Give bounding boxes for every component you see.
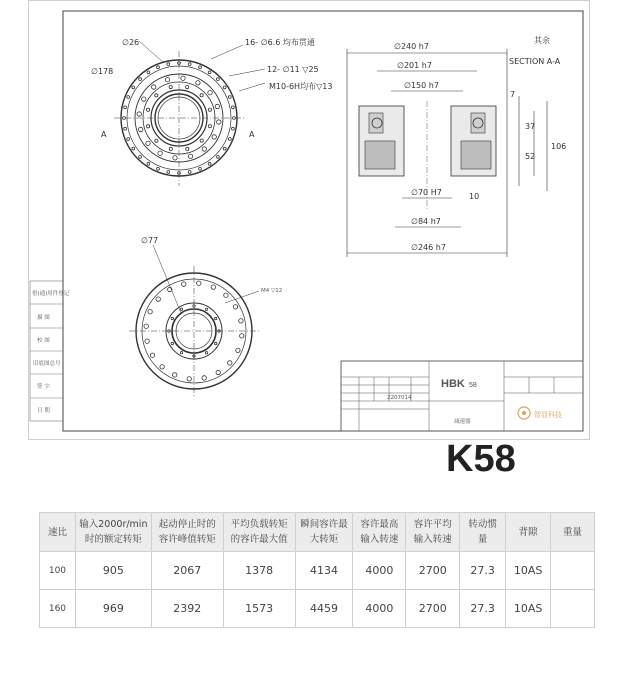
- cell: 4134: [295, 552, 353, 590]
- bolt-hole: [208, 108, 211, 111]
- bolt-hole: [223, 147, 226, 150]
- header-avg-speed: 容许平均 输入转速: [406, 513, 460, 552]
- bolt-hole: [155, 139, 158, 142]
- bolt-hole: [147, 71, 150, 74]
- bolt-hole: [217, 78, 220, 81]
- bolt-hole: [155, 94, 158, 97]
- title-block-code: 2207014: [387, 395, 412, 401]
- header-ratio: 速比: [40, 513, 76, 552]
- header-inertia: 转动惯 量: [460, 513, 506, 552]
- table-row: [40, 590, 595, 628]
- bolt-hole: [215, 104, 219, 108]
- drawing-canvas: [29, 1, 589, 439]
- spec-table: [39, 512, 595, 628]
- bolt-hole: [165, 78, 169, 82]
- front-view: [114, 51, 244, 186]
- bolt-hole: [173, 373, 177, 377]
- bolt-hole: [197, 281, 201, 285]
- bolt-hole: [188, 154, 192, 158]
- cell: [551, 590, 595, 628]
- bolt-hole: [171, 317, 173, 319]
- bolt-hole: [186, 86, 189, 89]
- cell: 2392: [151, 590, 223, 628]
- cell: 2700: [406, 552, 460, 590]
- cell: 2067: [151, 552, 223, 590]
- bolt-hole: [181, 76, 185, 80]
- cell: 27.3: [460, 590, 506, 628]
- section-mark-right: A: [249, 130, 255, 139]
- header-avg-torque: 平均负载转矩 的容许最大值: [223, 513, 295, 552]
- cell: 4459: [295, 590, 353, 628]
- company-name: 智显科技: [534, 411, 562, 419]
- bolt-hole: [160, 365, 164, 369]
- bolt-hole: [147, 125, 150, 128]
- cell: 905: [75, 552, 151, 590]
- header-rated-torque: 输入2000r/min 时的额定转矩: [75, 513, 151, 552]
- bolt-hole: [215, 317, 217, 319]
- bolt-hole: [239, 319, 243, 323]
- bolt-hole: [202, 376, 206, 380]
- bolt-hole: [187, 377, 191, 381]
- bolt-hole: [188, 63, 191, 66]
- bolt-hole: [132, 147, 135, 150]
- title-block-note: 减速器: [454, 419, 471, 425]
- bolt-hole: [145, 339, 149, 343]
- side-label-5: 日 期: [37, 408, 50, 414]
- bolt-hole: [142, 97, 146, 101]
- bolt-hole: [232, 106, 235, 109]
- bolt-hole: [146, 141, 150, 145]
- label-dia240: ∅240 h7: [394, 42, 429, 51]
- bolt-hole: [186, 147, 189, 150]
- bolt-hole: [196, 81, 200, 85]
- bolt-hole: [124, 106, 127, 109]
- bolt-hole: [188, 171, 191, 174]
- bolt-hole: [232, 127, 235, 130]
- label-thread2: M4 ▽12: [261, 288, 283, 294]
- label-dia246: ∅246 h7: [411, 243, 446, 252]
- cell: 10AS: [506, 552, 551, 590]
- bolt-hole: [205, 308, 207, 310]
- side-label-1: 描 图: [37, 315, 50, 321]
- label-dim10: 10: [469, 192, 480, 201]
- label-dia150: ∅150 h7: [404, 81, 439, 90]
- cell: 2700: [406, 590, 460, 628]
- bolt-hole: [147, 162, 150, 165]
- cell: 100: [40, 552, 76, 590]
- bolt-hole: [199, 167, 202, 170]
- bolt-hole: [233, 305, 237, 309]
- section-mark-left: A: [101, 130, 107, 139]
- bolt-hole: [228, 361, 232, 365]
- bolt-hole: [216, 370, 220, 374]
- bolt-hole: [123, 117, 126, 120]
- bolt-hole: [169, 147, 172, 150]
- label-dia178: ∅178: [91, 67, 114, 76]
- side-register: [30, 281, 63, 421]
- bolt-hole: [158, 151, 162, 155]
- bolt-hole: [144, 324, 148, 328]
- bolt-hole: [173, 156, 177, 160]
- bolt-hole: [157, 66, 160, 69]
- bolt-hole: [180, 308, 182, 310]
- label-dim106: 106: [551, 142, 567, 151]
- bolt-hole: [152, 85, 156, 89]
- bolt-hole: [137, 112, 141, 116]
- bolt-hole: [228, 96, 231, 99]
- section-title: SECTION A-A: [509, 57, 561, 66]
- label-dia201: ∅201 h7: [397, 61, 432, 70]
- section-view: [347, 49, 547, 257]
- label-dia77: ∅77: [141, 236, 159, 245]
- bolt-hole: [212, 135, 216, 139]
- label-dim7: 7: [510, 90, 516, 99]
- bolt-hole: [156, 297, 160, 301]
- bolt-hole: [208, 162, 211, 165]
- bolt-hole: [208, 125, 211, 128]
- cell: 1378: [223, 552, 295, 590]
- cell: 4000: [353, 552, 406, 590]
- bolt-hole: [167, 63, 170, 66]
- back-view: [129, 266, 259, 396]
- bolt-hole: [167, 171, 170, 174]
- bolt-hole: [148, 310, 152, 314]
- spec-table-header: [40, 513, 595, 552]
- label-holes12: 12- ∅11 ▽25: [267, 65, 319, 74]
- bolt-hole: [139, 127, 143, 131]
- header-weight: 重量: [551, 513, 595, 552]
- cell: 27.3: [460, 552, 506, 590]
- label-dim52: 52: [525, 152, 536, 161]
- bolt-hole: [228, 138, 231, 141]
- bolt-hole: [157, 167, 160, 170]
- label-dia70: ∅70 H7: [411, 188, 442, 197]
- company-logo-icon: [518, 407, 530, 419]
- cell: [551, 552, 595, 590]
- cell: 10AS: [506, 590, 551, 628]
- bolt-hole: [193, 305, 195, 307]
- cell: 160: [40, 590, 76, 628]
- bolt-hole: [127, 138, 130, 141]
- bolt-hole: [200, 94, 203, 97]
- table-row: [40, 552, 595, 590]
- bolt-hole: [200, 139, 203, 142]
- bolt-hole: [139, 156, 142, 159]
- technical-drawing: [28, 0, 590, 440]
- bolt-hole: [233, 117, 236, 120]
- cell: 1573: [223, 590, 295, 628]
- side-label-2: 校 图: [37, 338, 50, 344]
- bolt-hole: [150, 353, 154, 357]
- cell: 969: [75, 590, 151, 628]
- bolt-hole: [202, 147, 206, 151]
- bolt-hole: [208, 71, 211, 74]
- bolt-hole: [215, 342, 217, 344]
- cell: 4000: [353, 590, 406, 628]
- side-label-3: 旧底图总号: [33, 361, 61, 367]
- label-dim37: 37: [525, 122, 536, 131]
- title-block-model: HBK: [441, 378, 465, 390]
- bolt-hole: [205, 352, 207, 354]
- bolt-hole: [217, 120, 221, 124]
- bolt-hole: [217, 156, 220, 159]
- bolt-hole: [132, 86, 135, 89]
- side-label-0: 借(通)用件登记: [32, 291, 70, 297]
- bolt-hole: [199, 66, 202, 69]
- bolt-hole: [236, 348, 240, 352]
- title-block-model-sub: 58: [469, 382, 477, 389]
- bolt-hole: [147, 108, 150, 111]
- bolt-hole: [139, 78, 142, 81]
- bolt-hole: [180, 352, 182, 354]
- header-backlash: 背隙: [506, 513, 551, 552]
- side-label-4: 签 字: [37, 384, 50, 390]
- bolt-hole: [171, 342, 173, 344]
- bolt-hole: [127, 96, 130, 99]
- bolt-hole: [168, 330, 170, 332]
- bolt-hole: [211, 285, 215, 289]
- label-holes16: 16- ∅6.6 均布贯通: [245, 38, 315, 47]
- bolt-hole: [208, 91, 212, 95]
- label-dia26: ∅26: [122, 38, 140, 47]
- bolt-hole: [224, 293, 228, 297]
- header-max-speed: 容许最高 输入转速: [353, 513, 406, 552]
- label-thread: M10-6H均布▽13: [269, 82, 333, 91]
- bolt-hole: [240, 334, 244, 338]
- bolt-hole: [223, 86, 226, 89]
- label-dia84: ∅84 h7: [411, 217, 441, 226]
- header-instant-torque: 瞬间容许最 大转矩: [295, 513, 353, 552]
- bolt-hole: [124, 127, 127, 130]
- model-title: K58: [446, 438, 516, 480]
- bolt-hole: [169, 86, 172, 89]
- corner-note: 其余: [534, 36, 550, 45]
- header-peak-torque: 起动停止时的 容许峰值转矩: [151, 513, 223, 552]
- bolt-hole: [182, 282, 186, 286]
